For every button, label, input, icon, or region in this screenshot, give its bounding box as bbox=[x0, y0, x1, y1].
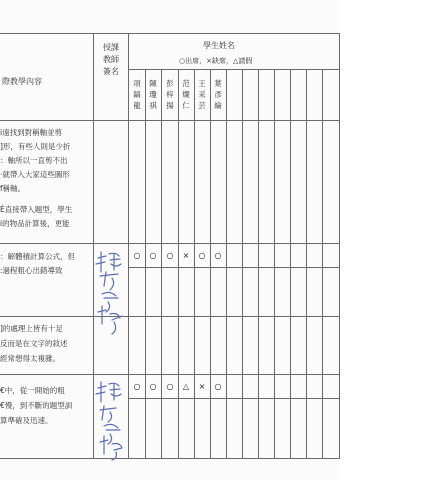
lesson-text-line: 算準確及迅速。 bbox=[0, 416, 53, 425]
students-title: 學生姓名 bbox=[203, 41, 235, 50]
student-col-border bbox=[226, 69, 227, 458]
student-col-border bbox=[210, 69, 211, 458]
teacher-header-line: 簽名 bbox=[103, 67, 119, 76]
attendance-mark: ○ bbox=[214, 251, 222, 260]
row-divider-2 bbox=[128, 267, 340, 268]
teacher-header-line: 授課 bbox=[103, 43, 119, 52]
student-name-header: 王 采 芸 bbox=[198, 79, 206, 110]
student-name-header: 葉 彥 綸 bbox=[214, 79, 222, 110]
student-col-border bbox=[306, 69, 307, 458]
lesson-text-line: €慢，到不斷的題型訓 bbox=[0, 401, 73, 410]
attendance-mark: △ bbox=[182, 382, 190, 391]
attendance-mark: ○ bbox=[149, 251, 157, 260]
student-name-header: 范 燗 仁 bbox=[182, 79, 190, 110]
student-col-border bbox=[274, 69, 275, 458]
teacher-signature-header bbox=[100, 42, 122, 78]
row-divider-5 bbox=[128, 398, 340, 399]
lesson-text-line: f稱軸。 bbox=[0, 184, 26, 193]
attendance-mark: × bbox=[182, 251, 190, 260]
attendance-legend: ○出席，×缺席，△請假 bbox=[179, 57, 253, 65]
attendance-mark: × bbox=[198, 382, 206, 391]
lesson-text-line: €中，從一開始的粗 bbox=[0, 386, 65, 395]
lesson-text-line: :過程粗心出錯導致 bbox=[0, 266, 63, 275]
student-col-border bbox=[242, 69, 243, 458]
student-col-border bbox=[194, 69, 195, 458]
row-divider-4 bbox=[0, 374, 340, 375]
student-col-border bbox=[145, 69, 146, 458]
lesson-text-line: ·就帶入大家這些圖形 bbox=[0, 170, 70, 179]
attendance-mark: ○ bbox=[133, 382, 141, 391]
table-bottom-border bbox=[0, 458, 340, 459]
attendance-mark: ○ bbox=[214, 382, 222, 391]
lesson-text-line: 經常想得太複雜。 bbox=[0, 354, 60, 363]
lesson-text-line: ：解體積計算公式，但 bbox=[0, 252, 75, 261]
students-title-divider bbox=[128, 69, 340, 70]
lesson-text-line: ]的處理上皆有十足 bbox=[0, 324, 63, 333]
student-name-header: 彭 梓 揚 bbox=[166, 79, 174, 110]
attendance-mark: ○ bbox=[198, 251, 206, 260]
teacher-signature-2 bbox=[92, 380, 128, 462]
lesson-text-line: 反而是在文字的敘述 bbox=[0, 339, 68, 348]
teacher-col-right-border bbox=[128, 33, 129, 458]
header-bottom-border bbox=[0, 120, 340, 121]
student-col-border bbox=[161, 69, 162, 458]
row-divider-1 bbox=[0, 243, 340, 244]
lesson-text-line: ]形，有些人則是少折 bbox=[0, 142, 71, 151]
teacher-header-line: 教師 bbox=[103, 55, 119, 64]
lesson-text-line: i遠找到對稱軸並剪 bbox=[0, 128, 63, 137]
lesson-text-line: ：軸所以一直剪不出 bbox=[0, 156, 68, 165]
row-divider-3 bbox=[0, 316, 340, 317]
page-margin-right bbox=[340, 0, 426, 480]
student-col-border bbox=[178, 69, 179, 458]
student-name-header: 項 鎬 龍 bbox=[133, 79, 141, 110]
attendance-mark: ○ bbox=[166, 382, 174, 391]
student-col-border bbox=[258, 69, 259, 458]
student-name-header: 陳 瓊 祺 bbox=[149, 79, 157, 110]
student-col-border bbox=[290, 69, 291, 458]
student-col-border bbox=[322, 69, 323, 458]
attendance-mark: ○ bbox=[166, 251, 174, 260]
table-top-border bbox=[0, 33, 340, 34]
teacher-signature-1 bbox=[92, 250, 128, 340]
lesson-text-line: É直接帶入題型，學生 bbox=[0, 205, 73, 214]
content-column-header: 際教學內容 bbox=[2, 77, 42, 86]
attendance-mark: ○ bbox=[149, 382, 157, 391]
attendance-mark: ○ bbox=[133, 251, 141, 260]
lesson-text-line: i的物品計算後，更能 bbox=[0, 219, 70, 228]
